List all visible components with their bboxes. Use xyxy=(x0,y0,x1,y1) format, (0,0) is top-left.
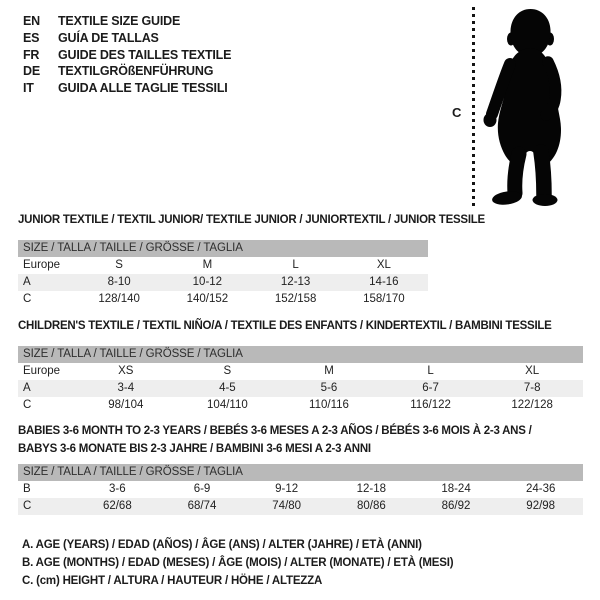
table-cell: 116/122 xyxy=(410,399,451,411)
junior-size-table xyxy=(18,240,428,308)
table-cell: 128/140 xyxy=(98,293,140,305)
table-row xyxy=(18,498,583,515)
table-cell: 9-12 xyxy=(275,483,299,495)
legend-line-b: B. AGE (MONTHS) / EDAD (MESES) / ÂGE (MOIS) / ALTER (MONATE) / ETÀ (MESI) xyxy=(22,557,454,569)
table-cell: 6-7 xyxy=(422,382,439,394)
row-label: Europe xyxy=(23,365,61,377)
table-cell: S xyxy=(223,365,232,377)
language-code: FR xyxy=(23,47,40,62)
table-cell: XS xyxy=(118,365,134,377)
height-measure-dashed-line xyxy=(472,7,475,210)
table-cell: 10-12 xyxy=(192,276,223,288)
row-label: B xyxy=(23,483,31,495)
table-row xyxy=(18,257,428,274)
language-row xyxy=(23,63,231,80)
table-cell: M xyxy=(202,259,213,271)
table-row xyxy=(18,481,583,498)
table-size-header: SIZE / TALLA / TAILLE / GRÖSSE / TAGLIA xyxy=(18,464,583,481)
section-title-line: BABIES 3-6 MONTH TO 2-3 YEARS / BEBÉS 3-6 MESES A 2-3 AÑOS / BÉBÉS 3-6 MOIS À 2-3 ANS / xyxy=(18,425,532,437)
table-cell: XL xyxy=(376,259,391,271)
language-title: GUIDE DES TAILLES TEXTILE xyxy=(58,47,232,62)
table-cell: L xyxy=(292,259,299,271)
row-label: A xyxy=(23,276,31,288)
table-row xyxy=(18,291,428,308)
language-row xyxy=(23,13,231,30)
language-title: GUÍA DE TALLAS xyxy=(58,30,159,45)
table-cell: 3-6 xyxy=(109,483,126,495)
language-code: IT xyxy=(23,81,34,96)
row-label: C xyxy=(23,293,32,305)
table-cell: 6-9 xyxy=(193,483,211,495)
row-label: Europe xyxy=(23,259,61,271)
language-code: DE xyxy=(23,64,40,79)
legend-line-a: A. AGE (YEARS) / EDAD (AÑOS) / ÂGE (ANS) / ALTER (JAHRE) / ETÀ (ANNI) xyxy=(22,539,422,551)
section-title-junior xyxy=(18,212,485,230)
row-label: A xyxy=(23,382,31,394)
table-cell: 80/86 xyxy=(356,500,386,512)
section-title-line: BABYS 3-6 MONATE BIS 2-3 JAHRE / BAMBINI 3-6 MESI A 2-3 ANNI xyxy=(18,442,371,455)
section-title-babies xyxy=(18,423,532,458)
language-title: TEXTILE SIZE GUIDE xyxy=(58,14,181,28)
table-cell: 104/110 xyxy=(207,399,248,411)
table-row xyxy=(18,274,428,291)
table-cell: 18-24 xyxy=(441,483,471,495)
baby-silhouette-icon xyxy=(478,4,574,210)
table-cell: 122/128 xyxy=(511,399,553,411)
table-cell: 140/152 xyxy=(186,293,229,305)
legend xyxy=(22,536,453,590)
children-size-table xyxy=(18,346,583,414)
language-code: ES xyxy=(23,30,40,45)
table-cell: 74/80 xyxy=(272,500,302,512)
table-cell: XL xyxy=(525,365,540,377)
language-row xyxy=(23,30,231,47)
table-cell: 7-8 xyxy=(523,382,541,394)
section-title-line: JUNIOR TEXTILE / TEXTIL JUNIOR/ TEXTILE JUNIOR / JUNIORTEXTIL / JUNIOR TESSILE xyxy=(18,214,485,226)
legend-line-c: C. (cm) HEIGHT / ALTURA / HAUTEUR / HÖHE / ALTEZZA xyxy=(22,575,323,587)
height-measure-label: C xyxy=(452,105,462,120)
row-label: C xyxy=(23,399,32,411)
table-size-header: SIZE / TALLA / TAILLE / GRÖSSE / TAGLIA xyxy=(18,240,428,257)
language-title: TEXTILGRÖßENFÜHRUNG xyxy=(58,64,214,79)
language-row xyxy=(23,47,231,64)
section-title-line: CHILDREN'S TEXTILE / TEXTIL NIÑO/A / TEXTILE DES ENFANTS / KINDERTEXTIL / BAMBINI TESSILE xyxy=(18,320,552,332)
language-title: GUIDA ALLE TAGLIE TESSILI xyxy=(58,81,228,96)
table-cell: 158/170 xyxy=(363,293,405,305)
language-code: EN xyxy=(23,14,40,28)
language-row xyxy=(23,80,231,97)
language-list xyxy=(23,13,231,97)
row-label: C xyxy=(23,500,32,512)
table-cell: 92/98 xyxy=(526,500,556,512)
table-row xyxy=(18,397,583,414)
table-cell: 24-36 xyxy=(525,483,556,495)
table-cell: 12-13 xyxy=(280,276,311,288)
table-cell: 5-6 xyxy=(320,382,338,394)
table-row xyxy=(18,380,583,397)
table-cell: S xyxy=(115,259,123,271)
table-cell: 14-16 xyxy=(369,276,399,288)
table-cell: 152/158 xyxy=(274,293,317,305)
table-row xyxy=(18,363,583,380)
babies-size-table xyxy=(18,464,583,515)
table-cell: 86/92 xyxy=(441,500,471,512)
table-cell: 98/104 xyxy=(108,399,144,411)
table-cell: 62/68 xyxy=(102,500,132,512)
table-cell: 68/74 xyxy=(187,500,217,512)
table-cell: M xyxy=(324,365,334,377)
table-cell: 3-4 xyxy=(117,382,135,394)
table-cell: L xyxy=(427,365,434,377)
table-cell: 8-10 xyxy=(107,276,131,288)
table-cell: 12-18 xyxy=(356,483,387,495)
section-title-children xyxy=(18,318,552,336)
table-size-header: SIZE / TALLA / TAILLE / GRÖSSE / TAGLIA xyxy=(18,346,583,363)
table-cell: 110/116 xyxy=(309,399,349,411)
table-cell: 4-5 xyxy=(219,382,236,394)
